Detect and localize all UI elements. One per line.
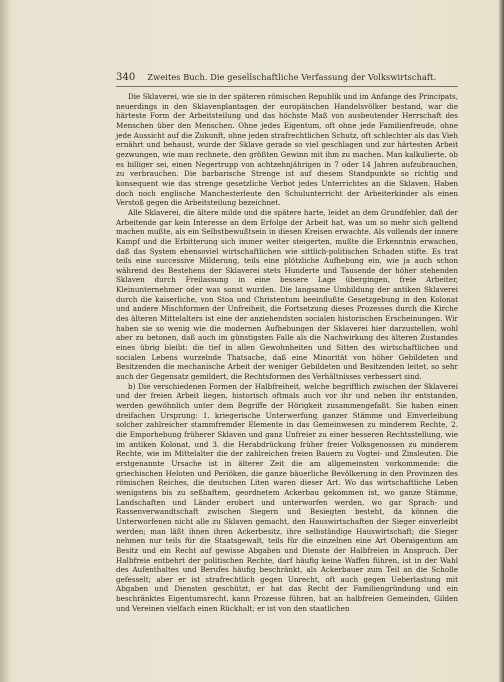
- paragraph-1: Die Sklaverei, wie sie in der späteren römischen Republik und im Anfange des Principats, neuerdings in den Sklavenplantagen der europäischen Handelsvölker bestand, war die härteste Form der Arbeitsteilung und das höchste Maß von ausbeutender Herrschaft des Menschen über den Menschen. Ohne jedes Eigentum, oft ohne jede Familienfreude, ohne jede Aussicht auf die Zukunft, ohne jeden strafrechtlichen Schutz, oft schlechter als das Vieh ernährt und behaust, wurde der Sklave gerade so viel geschlagen und zur härtesten Arbeit gezwungen, wie man rechnete, den größten Gewinn mit ihm zu machen. Man kalkulierte, ob es billiger sei, einen Negertrupp von achtzehnjährigen in 7 oder 14 Jahren aufzubrauchen, zu verbrauchen. Die barbarische Strenge ist auf diesem Standpunkte so richtig und konsequent wie das strenge gesetzliche Verbot jedes Unterrichtes an die Sklaven. Haben doch noch englische Manchesterleute den Schulunterricht der Arbeiterkinder als einen Verstoß gegen die Arbeitsteilung bezeichnet.: [116, 92, 458, 208]
- page-edge-shadow: [498, 0, 504, 682]
- paragraph-2: Alle Sklaverei, die ältere milde und die spätere harte, leidet an dem Grundfehler, daß der Arbeitende gar kein Interesse an dem Erfolge der Arbeit hat, was um so mehr sich geltend machen mußte, als ein Selbstbewußtsein in diesen Kreisen erwachte. Als vollends der innere Kampf und die Erbitterung sich immer weiter steigerten, mußte die Erkenntnis erwachen, daß das System ebensoviel wirtschaftlichen wie sittlich-politischen Schaden stifte. Es trat teils eine successive Milderung, teils eine plötzliche Aufhebung ein, wie ja auch schon während des Bestehens der Sklaverei stets Hunderte und Tausende der höher stehenden Sklaven durch Freilassung in eine bessere Lage übergingen, freie Arbeiter, Kleinunternehmer oder was sonst wurden. Die langsame Umbildung der antiken Sklaverei durch die kaiserliche, von Stoa und Christentum beeinflußte Gesetzgebung in den Kolonat und andere Mischformen der Unfreiheit, die Fortsetzung dieses Prozesses durch die Kirche des älteren Mittelalters ist eine der anziehendsten socialen historischen Erscheinungen. Wir haben sie so wenig wie die modernen Aufhebungen der Sklaverei hier darzustellen, wohl aber zu betonen, daß auch im günstigsten Falle als die Nachwirkung des älteren Zustandes eines übrig bleibt: die tief in allen Gewohnheiten und Sitten des wirtschaftlichen und socialen Lebens wurzelnde Thatsache, daß eine Minorität von höher Gebildeten und Besitzenden die mechanische Arbeit der weniger Gebildeten und Besitzenden leitet, so sehr auch der Gegensatz gemildert, die Rechtsformen des Verhältnisses verbessert sind.: [116, 207, 458, 382]
- page-number: 340: [116, 72, 136, 83]
- paragraph-3: b) Die verschiedenen Formen der Halbfreiheit, welche begrifflich zwischen der Sklaverei und der freien Arbeit liegen, historisch oftmals auch vor ihr und neben ihr entstanden, werden gewöhnlich unter dem Begriffe der Hörigkeit zusammengefaßt. Sie haben einen dreifachen Ursprung: 1. kriegerische Unterwerfung ganzer Stämme und Einverleibung solcher zahlreicher stammfremder Elemente in das Gemeinwesen zu minderem Rechte, 2. die Emporhebung früherer Sklaven und ganz Unfreier zu einer besseren Rechtsstellung, wie im antiken Kolonat, und 3. die Herabdrückung früher freier Volksgenossen zu minderem Rechte, wie im Mittelalter die der zahlreichen freien Bauern zu Vogtei- und Zinsleuten. Die erstgenannte Ursache ist in älterer Zeit die am allgemeinsten vorkommende: die griechischen Heloten und Periöken, die ganze bäuerliche Bevölkerung in den Provinzen des römischen Reiches, die deutschen Liten waren dieser Art. Wo das wirtschaftliche Leben wenigstens bis zu seßhaftem, geordnetem Ackerbau gekommen ist, wo ganze Stämme, Landschaften und Länder erobert und unterworfen werden, wo gar Sprach- und Rassenverwandtschaft zwischen Siegern und Besiegten besteht, da können die Unterworfenen nicht alle zu Sklaven gemacht, den Hauswirtschaften der Sieger einverleibt werden; man läßt ihnen ihren Ackerbesitz, ihre selbständige Hauswirtschaft; die Sieger nehmen nur teils für die Staatsgewalt, teils für die einzelnen eine Art Oberaigentum am Besitz und ein Recht auf gewisse Abgaben und Dienste der Halbfreien in Anspruch. Der Halbfreie entbehrt der politischen Rechte, darf häufig keine Waffen führen, ist in der Wahl des Aufenthaltes und Berufes häufig beschränkt, als Ackerbauer zum Teil an die Scholle gefesselt; aber er ist strafrechtlich gegen Unrecht, oft auch gegen Ueberlastung mit Abgaben und Diensten geschützt, er hat das Recht der Familiengründung und ein beschränktes Eigentumsrecht, kann Prozesse führen, hat an halbfreien Gemeinden, Gilden und Vereinen vielfach einen Rückhalt; er ist von den staatlichen: [116, 381, 458, 613]
- running-head: Zweites Buch. Die gesellschaftliche Verfassung der Volkswirtschaft.: [147, 72, 437, 82]
- binding-shadow: [0, 0, 10, 682]
- header-rule: [116, 86, 458, 87]
- page-header: [116, 72, 458, 83]
- body-text: [116, 92, 458, 613]
